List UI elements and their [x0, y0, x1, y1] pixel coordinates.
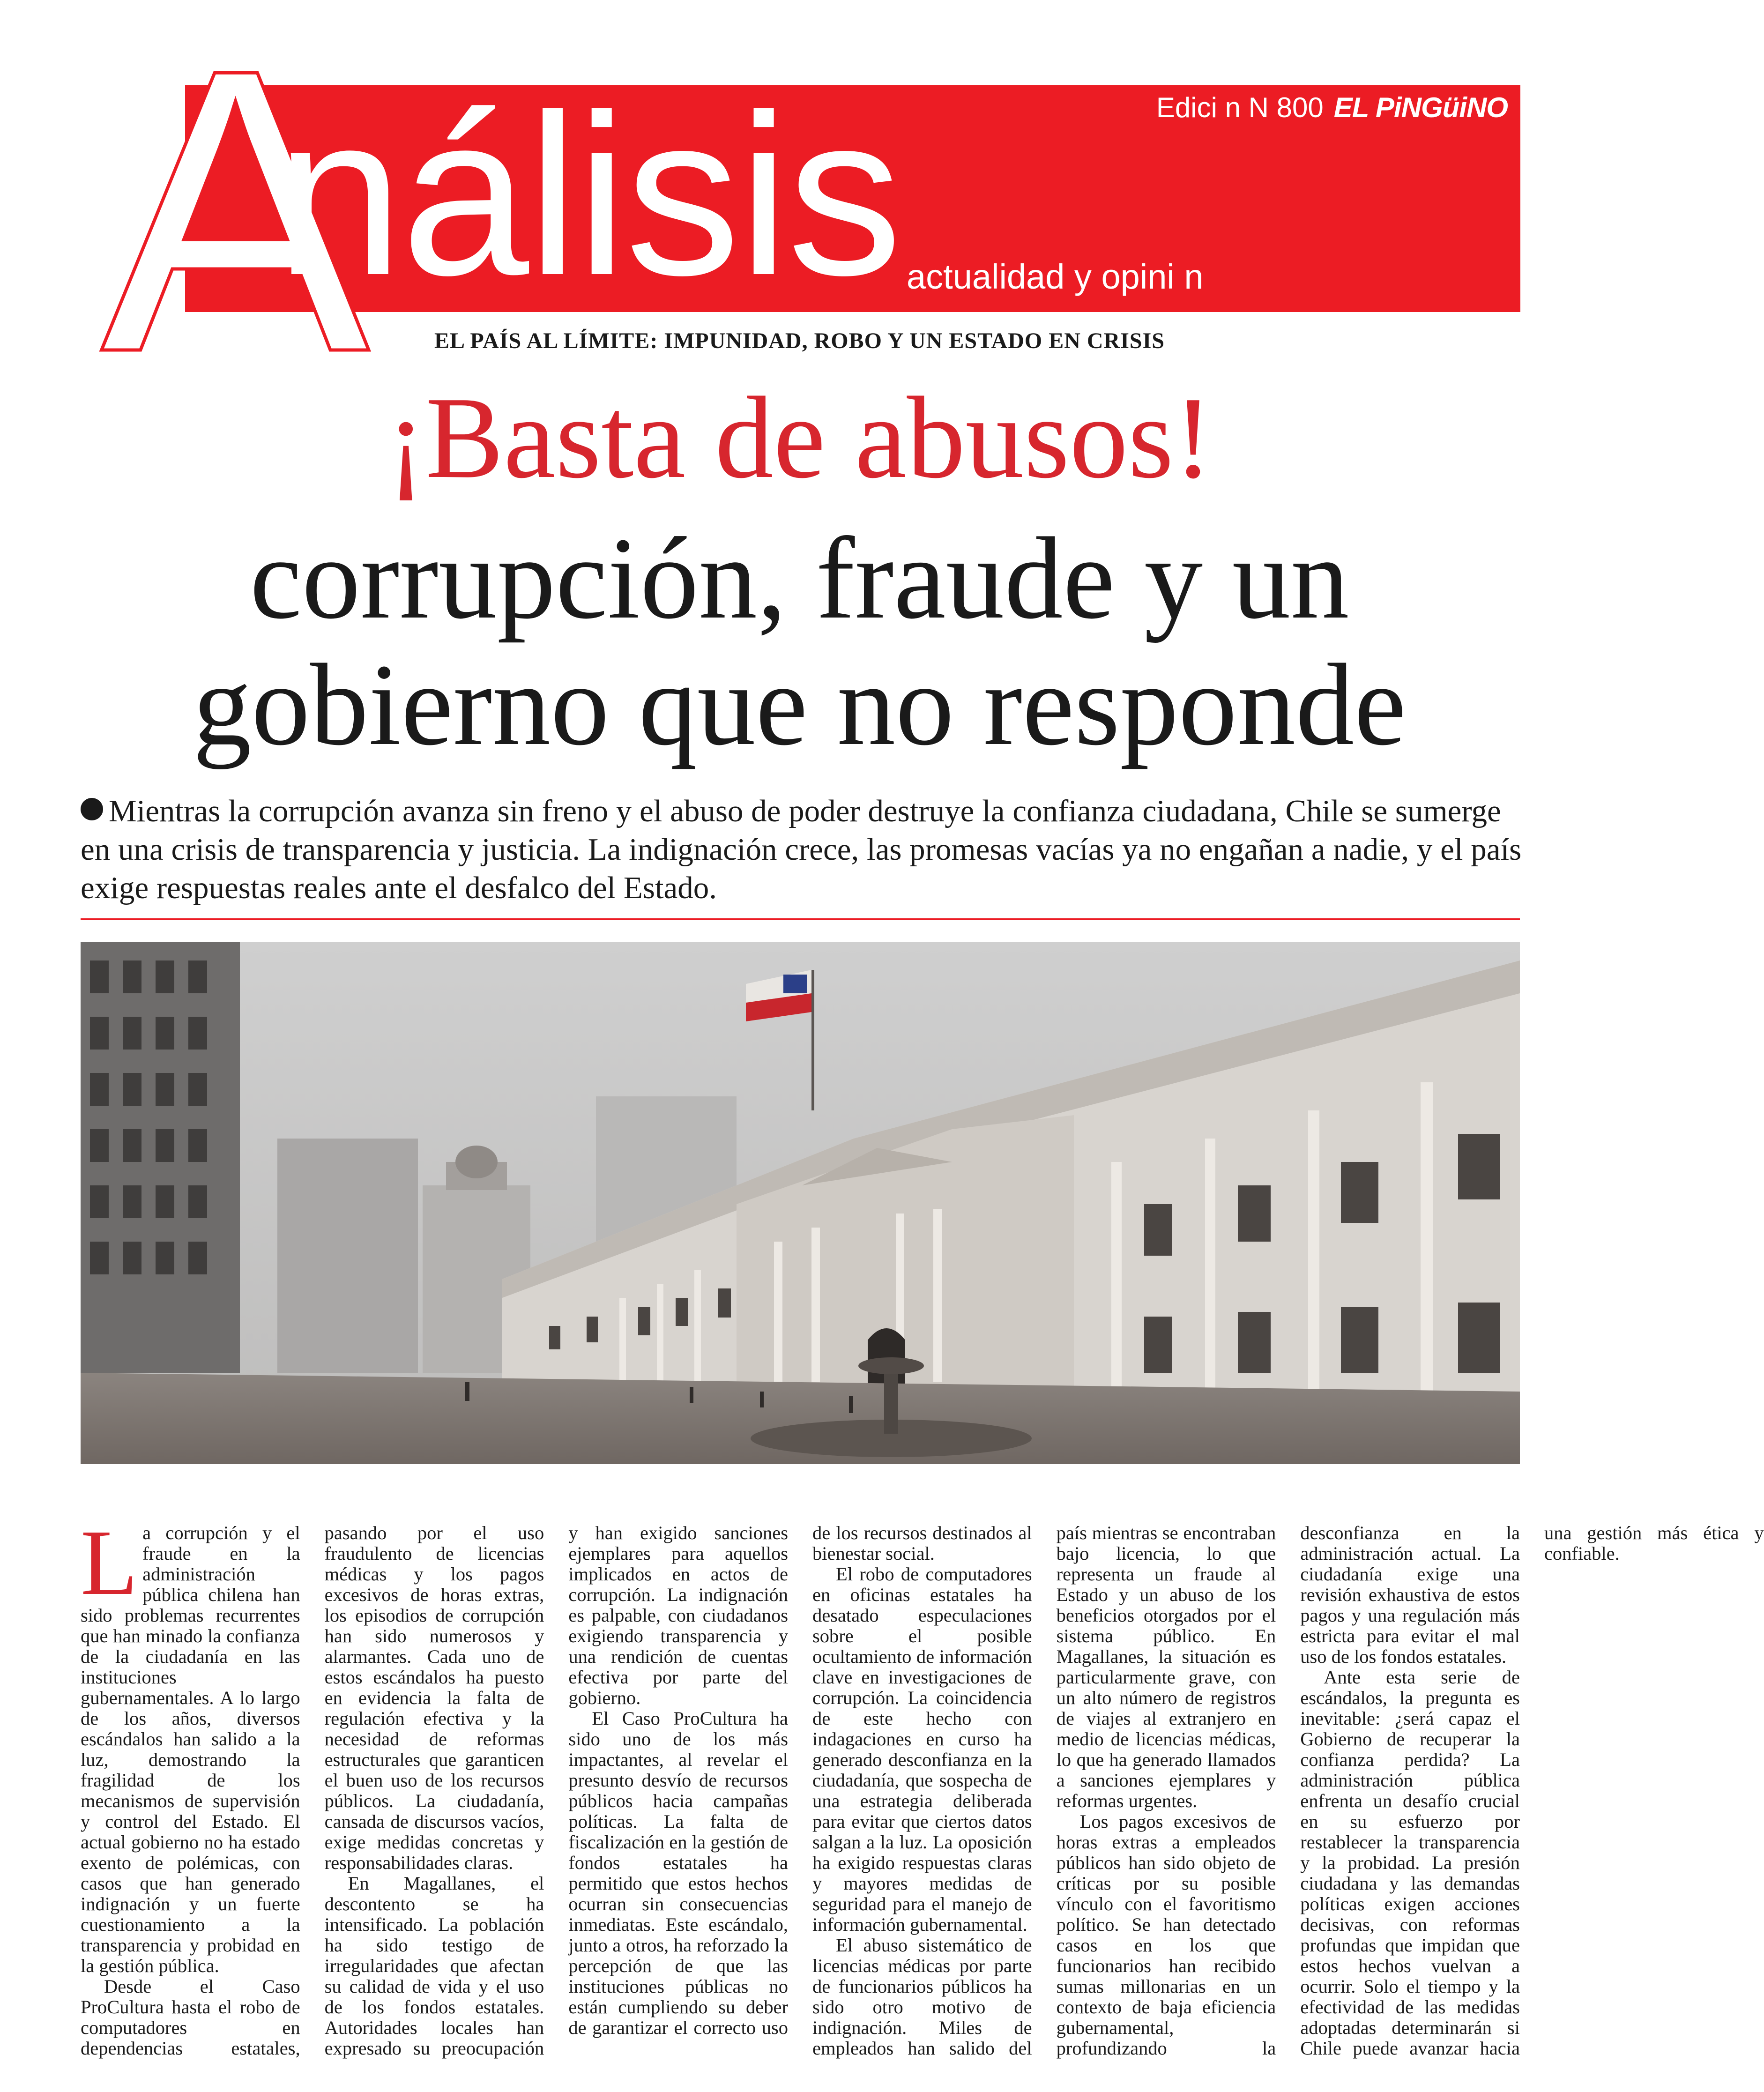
drop-cap: L — [81, 1511, 138, 1615]
edition-number: Edici n N 800 — [1156, 92, 1324, 123]
article-kicker: EL PAÍS AL LÍMITE: IMPUNIDAD, ROBO Y UN ESTADO EN CRISIS — [434, 328, 1165, 353]
paragraph: En Magallanes, el descontento se ha intensificado. La población ha sido testigo de irregularidades que afectan su calidad de vida y el uso de los fondos estatales. Autoridades locales han expresado su preocupación y han exigido sanciones ejemplares para aquellos implicados en actos de corrupción. La indignación es palpable, con ciudadanos exigiendo transparencia y una rendición de cuentas efectiva por parte del gobierno. — [324, 1522, 788, 2059]
section-title-initial: A — [101, 0, 370, 436]
paragraph — [81, 1511, 300, 1976]
section-title: nálisis — [275, 66, 901, 323]
paragraph: El abuso sistemático de licencias médicas por parte de funcionarios públicos ha sido otro motivo de indignación. Miles de empleados han salido del país mientras se encontraban bajo licencia, lo que representa un fraude al Estado y un abuso de los beneficios otorgados por el sistema público. En Magallanes, la situación es particularmente grave, con un alto número de registros de viajes al extranjero en medio de licencias médicas, lo que ha generado llamados a sanciones ejemplares y reformas urgentes. — [812, 1522, 1276, 2059]
headline-secondary — [0, 515, 1599, 768]
section-tagline: actualidad y opini n — [907, 257, 1204, 296]
newspaper-logo: EL PiNGüiNO — [1333, 92, 1508, 123]
paragraph-text: a corrupción y el fraude en la administración pública chilena han sido problemas recurrentes que han minado la confianza de la ciudadanía en las instituciones gubernamentales. A lo largo de los años, diversos escándalos han salido a la luz, demostrando la fragilidad de los mecanismos de supervisión y control del Estado. El actual gobierno no ha estado exento de polémicas, con casos que han generado indignación y un fuerte cuestionamiento a la transparencia y probidad en la gestión pública. — [81, 1522, 300, 1976]
lead-text: Mientras la corrupción avanza sin freno y el abuso de poder destruye la confianza ciudadana, Chile se sumerge en una crisis de transparencia y justicia. La indignación crece, las promesas vacías ya no engañan a nadie, y el país exige respuestas reales ante el desfalco del Estado. — [81, 794, 1522, 905]
paragraph: El Caso ProCultura ha sido uno de los más impactantes, al revelar el presunto desvío de recursos públicos hacia campañas políticas. La falta de fiscalización en la gestión de fondos estatales ha permitido que estos hechos ocurran sin consecuencias inmediatas. Este escándalo, junto a otros, ha reforzado la percepción de que las instituciones públicas no están cumpliendo su deber de garantizar el correcto uso de los recursos destinados al bienestar social. — [568, 1522, 1032, 2038]
edition-info — [1156, 91, 1508, 124]
paragraph: El robo de computadores en oficinas estatales ha desatado especulaciones sobre el posible ocultamiento de información clave en investigaciones de corrupción. La coincidencia de este hecho con indagaciones en curso ha generado desconfianza en la ciudadanía, que sospecha de una estrategia deliberada para evitar que ciertos datos salgan a la luz. La oposición ha exigido respuestas claras y mayores medidas de seguridad para el manejo de información gubernamental. — [812, 1563, 1032, 1935]
divider-rule — [81, 918, 1520, 920]
article-body — [81, 1511, 1764, 2062]
headline-line: gobierno que no responde — [193, 640, 1407, 770]
paragraph: Desde el Caso ProCultura hasta el robo de computadores en dependencias estatales, pasando por el uso fraudulento de licencias médicas y los pagos excesivos de horas extras, los episodios de corrupción han sido numerosos y alarmantes. Cada uno de estos escándalos ha puesto en evidencia la falta de regulación efectiva y la necesidad de reformas estructurales que garanticen el buen uso de los recursos públicos. La ciudadanía, cansada de discursos vacíos, exige medidas concretas y responsabilidades claras. — [81, 1522, 544, 2059]
government-palace-photo — [81, 942, 1520, 1464]
paragraph: Los pagos excesivos de horas extras a empleados públicos han sido objeto de críticas por su posible vínculo con el favoritismo político. Se han detectado casos en los que funcionarios han recibido sumas millonarias en un contexto de baja eficiencia gubernamental, profundizando la desconfianza en la administración actual. La ciudadanía exige una revisión exhaustiva de estos pagos y una regulación más estricta para evitar el mal uso de los fondos estatales. — [1056, 1522, 1520, 2059]
headline-main: ¡Basta de abusos! — [386, 373, 1213, 503]
bullet-icon — [81, 798, 103, 820]
paragraph: Ante esta serie de escándalos, la pregunta es inevitable: ¿será capaz el Gobierno de recuperar la confianza perdida? La administración pública enfrenta un desafío crucial en su esfuerzo por restablecer la transparencia y la probidad. La presión ciudadana y las demandas políticas exigen acciones decisivas, con reformas profundas que impidan que estos hechos vuelvan a ocurrir. Solo el tiempo y la efectividad de las medidas adoptadas determinarán si Chile puede avanzar hacia una gestión más ética y confiable. — [1300, 1522, 1764, 2059]
article-lead — [81, 792, 1524, 907]
headline-line: corrupción, fraude y un — [250, 514, 1349, 643]
